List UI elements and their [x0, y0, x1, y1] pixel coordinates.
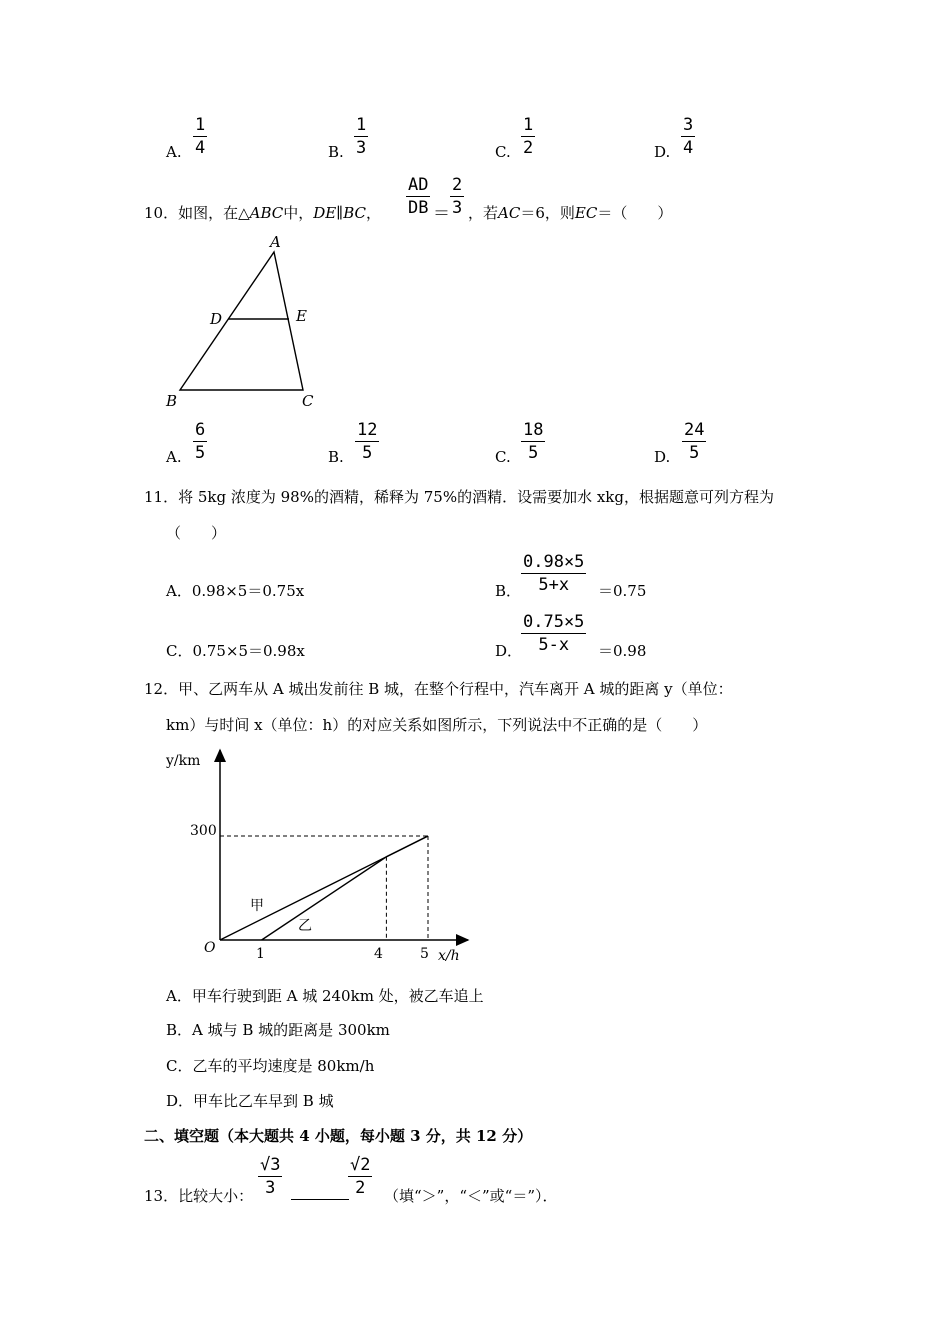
- q11-stem-line1: 11．将 5kg 浓度为 98%的酒精，稀释为 75%的酒精．设需要加水 xkg，根据题意可列方程为: [144, 488, 774, 506]
- x-tick-1: 1: [256, 946, 265, 962]
- q10-option-d-fraction: 24 5: [684, 420, 705, 463]
- q9-option-d-fraction: 3 4: [683, 115, 694, 158]
- q11-option-b-fraction: 0.98×5 5+x: [523, 552, 585, 595]
- x-tick-5: 5: [420, 946, 429, 962]
- q10-option-c-fraction: 18 5: [523, 420, 544, 463]
- triangle-abc: [180, 252, 303, 390]
- q10-option-c-label: C.: [495, 448, 511, 466]
- q10-option-d-label: D.: [654, 448, 671, 466]
- y-tick-300: 300: [190, 823, 217, 839]
- q11-option-a: A．0.98×5＝0.75x: [166, 582, 305, 600]
- y-axis-label: y/km: [166, 753, 201, 769]
- label-c: C: [302, 392, 314, 410]
- q11-option-b-label: B．: [495, 582, 522, 600]
- q10-option-a-label: A.: [166, 448, 182, 466]
- q12-stem-line1: 12．甲、乙两车从 A 城出发前往 B 城，在整个行程中，汽车离开 A 城的距离 y（单位：: [144, 680, 733, 698]
- series-line-yi: [262, 857, 387, 940]
- q11-option-b-tail: ＝0.75: [598, 582, 647, 600]
- q9-option-c-label: C.: [495, 143, 511, 161]
- q10-option-b-fraction: 12 5: [357, 420, 378, 463]
- q9-option-d-label: D.: [654, 143, 671, 161]
- q11-option-d-fraction: 0.75×5 5-x: [523, 612, 585, 655]
- q12-stem-line2: km）与时间 x（单位：h）的对应关系如图所示，下列说法中不正确的是（ ）: [166, 716, 708, 734]
- x-axis-label: x/h: [438, 948, 460, 964]
- q12-option-c: C．乙车的平均速度是 80km/h: [166, 1057, 375, 1075]
- label-e: E: [296, 307, 307, 325]
- q10-value-fraction: 2 3: [452, 175, 463, 218]
- section-heading: 二、填空题（本大题共 4 小题，每小题 3 分，共 12 分）: [144, 1127, 533, 1145]
- q9-option-c-fraction: 1 2: [523, 115, 534, 158]
- origin-label: O: [204, 940, 216, 956]
- q12-option-d: D．甲车比乙车早到 B 城: [166, 1092, 334, 1110]
- q13-prefix: 13．比较大小：: [144, 1187, 254, 1205]
- q11-option-d-tail: ＝0.98: [598, 642, 647, 660]
- x-tick-4: 4: [374, 946, 383, 962]
- q12-option-b: B．A 城与 B 城的距离是 300km: [166, 1021, 390, 1039]
- q9-option-a-fraction: 1 4: [195, 115, 206, 158]
- q13-answer-blank[interactable]: [291, 1181, 349, 1200]
- q11-stem-line2: （ ）: [166, 524, 227, 542]
- q10-number: 10．: [144, 204, 179, 222]
- q9-option-a-label: A.: [166, 143, 182, 161]
- label-a: A: [270, 233, 281, 251]
- label-b: B: [166, 392, 178, 410]
- q11-option-c: C．0.75×5＝0.98x: [166, 642, 305, 660]
- q12-option-a: A．甲车行驶到距 A 城 240km 处，被乙车追上: [166, 987, 484, 1005]
- q13-suffix: （填“＞”，“＜”或“＝”）．: [384, 1187, 558, 1205]
- label-d: D: [210, 310, 223, 328]
- q13-fraction-2: √2 2: [350, 1155, 371, 1198]
- q11-option-d-label: D．: [495, 642, 523, 660]
- series-line-yi-extension: [386, 836, 428, 857]
- q13-fraction-1: √3 3: [260, 1155, 281, 1198]
- q10-option-b-label: B.: [328, 448, 344, 466]
- q10-option-a-fraction: 6 5: [195, 420, 206, 463]
- q9-option-b-label: B.: [328, 143, 344, 161]
- q10-triangle-figure: [160, 230, 330, 415]
- q12-distance-time-graph: [160, 740, 480, 970]
- q10-ratio-fraction: AD DB: [408, 175, 429, 218]
- q9-option-b-fraction: 1 3: [356, 115, 367, 158]
- line-jia-label: 甲: [250, 898, 264, 914]
- line-yi-label: 乙: [298, 918, 312, 934]
- q10-equals: ＝: [433, 204, 450, 224]
